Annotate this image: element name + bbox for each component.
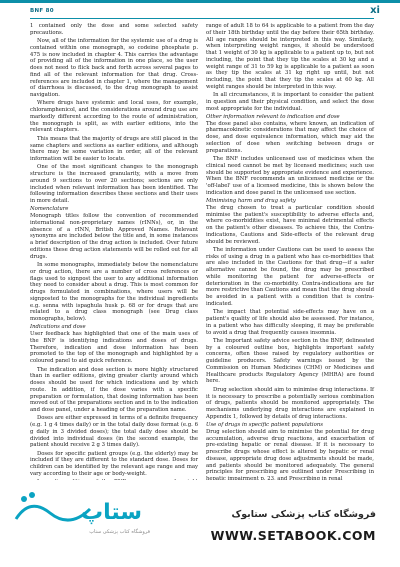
body-paragraph: In some monographs, immediately below the nomenclature or drug action, there are a number of cross references or flags used to signpost the user to any additional information they need to consider about a drug. This is most common for drugs formulated in combinations, where users will be signposted to the monographs for the individual ingredients e.g. senna with ispaghula husk p. 68 or for drugs that are related to a drug class monograph (see Drug class monographs, below).	[30, 262, 198, 323]
header-rule	[30, 18, 374, 19]
logo-subtext: فروشگاه کتاب پزشکی ستاپ	[89, 529, 150, 535]
body-paragraph: Doses are either expressed in terms of a definite frequency (e.g. 1 g 4 times daily) or in the total daily dose format (e.g. 6 g daily in 3 divided doses); the total daily dose should be divided into individual doses (in the second example, the patient should receive 2 g 3 times daily).	[30, 415, 198, 449]
body-paragraph: This means that the majority of drugs are still placed in the same chapters and sections as earlier editions, and although there may be some variation in order, all of the relevant information will be easier to locate.	[30, 135, 198, 163]
body-paragraph: Monograph titles follow the convention of recommended international non-proprietary names (rINNs), or, in the absence of a rINN, British Approved Names. Relevant synonyms are included below the title and, in some instances a brief description of the drug action is included. Over future editions these drug action statements will be rolled out for all drugs.	[30, 213, 198, 260]
body-paragraph: The Important safety advice section in the BNF, delineated by a coloured outline box, highlights important safety concerns, often those raised by regulatory authorities or guideline producers. Safety warnings issued by the Commission on Human Medicines (CHM) or Medicines and Healthcare products Regulatory Agency (MHRA) are found here.	[206, 337, 374, 385]
section-heading: Other information relevant to indication and dose	[206, 113, 340, 120]
logo-text: ستاپ	[81, 500, 142, 525]
body-paragraph: The information under Cautions can be used to assess the risks of using a drug in a patient who has co-morbidities that are also included in the Cautions for that drug—if a safer alternative cannot be found, the drug may be prescribed while monitoring the patient for adverse-effects or deterioration in the co-morbidity. Contra-indications are far more restrictive than Cautions and mean that the drug should be avoided in a patient with a condition that is contra-indicated.	[206, 246, 374, 307]
running-head: BNF 80	[30, 8, 54, 14]
body-paragraph: The BNF includes unlicensed use of medicines when the clinical need cannot be met by licensed medicines; such use should be supported by appropriate evidence and experience. When the BNF recommends an unlicensed medicine or the 'off-label' use of a licensed medicine, this is shown below the indication and dose panel in the unlicensed use section.	[206, 156, 374, 196]
left-text-column	[30, 23, 198, 478]
section-heading: Indications and dose	[30, 324, 86, 331]
body-paragraph: The impact that potential side-effects may have on a patient's quality of life should also be assessed. For instance, in a patient who has difficulty sleeping, it may be preferable to avoid a drug that frequently causes insomnia.	[206, 309, 374, 336]
body-paragraph: The drug chosen to treat a particular condition should minimise the patient's susceptibility to adverse effects and, where co-morbidities exist, have minimal detrimental effects on the patient's other diseases. To achieve this, the Contra-indications, Cautions and Side-effects of the relevant drug should be reviewed.	[206, 204, 374, 245]
section-heading: Minimising harm and drug safety	[206, 198, 296, 205]
body-paragraph: The dose panel also contains, where known, an indication of pharmacokinetic considerations that may affect the choice of dose, and dose equivalence information, which may aid the selection of dose when switching between drugs or preparations.	[206, 120, 374, 154]
body-paragraph: One of the most significant changes to the monograph structure is the increased granularity, with a move from around 9 sections to over 20 sections; sections are only included when relevant information has been identified. The following information describes these sections and their uses in more detail.	[30, 164, 198, 205]
footer-banner	[0, 480, 400, 567]
right-text-column	[206, 23, 374, 478]
body-paragraph: Drug selection should aim to minimise the potential for drug accumulation, adverse drug reactions, and exacerbation of pre-existing hepatic or renal disease. If it is necessary to prescribe drugs whose effect is altered by hepatic or renal disease, appropriate drug dose adjustments should be made, and patients should be monitored adequately. The general principles for prescribing are outlined under Prescribing in	[206, 428, 374, 476]
setabook-logo	[10, 485, 150, 541]
body-paragraph: 1 contained only the dose and some selected safety precautions.	[30, 23, 198, 36]
page-header	[0, 0, 400, 22]
body-paragraph: In all circumstances, it is important to consider the patient in question and their physical condition, and select the dose most appropriate for the individual.	[206, 92, 374, 112]
page-number: xi	[370, 5, 380, 16]
body-paragraph: User feedback has highlighted that one of the main uses of the BNF is identifying indications and doses of drugs. Therefore, indication and dose information has been promoted to the top of the monograph and highlighted by a coloured panel to aid quick reference.	[30, 331, 198, 365]
body-paragraph: Drug selection should aim to minimise drug interactions. If it is necessary to prescribe a potentially serious combination of drugs, patients should be monitored appropriately. The mechanisms underlying drug interactions are explained in Appendix 1, followed by details of drug interactions.	[206, 386, 374, 420]
section-heading: Nomenclature	[30, 206, 69, 213]
logo-wordmark-icon	[10, 485, 150, 529]
body-paragraph: The indication and dose section is more highly structured than in earlier editions, giving greater clarity around which doses should be used for which indications and by which route. In addition, if the dose varies with a specific preparation or formulation, that dosing information has been moved out of the preparations section and in to the indication and dose panel, under a heading of the preparation name.	[30, 366, 198, 413]
body-paragraph: range of adult 18 to 64 is applicable to a patient from the day of their 18th birthday until the day before their 65th birthday. All age ranges should be interpreted in this way. Similarly, when interpreting weight ranges, it should be understood that 1 weight of 30 kg is applicable to a patient up to, but not including, the point that they tip the scales at 30 kg and a weight range of 31 to 59 kg is applicable to a patient as soon as they tip the scales at 31 kg right up until, but not including, the point that they tip the scales at 60 kg. All weight ranges should be interpreted in this way.	[206, 23, 374, 90]
section-heading: Use of drugs in specific patient populations	[206, 422, 323, 429]
header-color-bar	[0, 0, 400, 3]
brand-url[interactable]: WWW.SETABOOK.COM	[210, 528, 376, 543]
body-paragraph: Where drugs have systemic and local uses, for example, chloramphenicol, and the considerations around drug use are markedly different according to the route of administration, the monograph is split, as with earlier editions, into the relevant chapters.	[30, 100, 198, 134]
brand-persian-name: فروشگاه کتاب پزشکی ستابوک	[231, 509, 376, 520]
body-paragraph: Now, all of the information for the systemic use of a drug is contained within one monograph, so codeine phosphate p. 475 is now included in chapter 4. This carries the advantage of providing all of the information in one place, so the user does not need to flick back and forth across several pages to find all of the relevant information for that drug. Cross-references are included in chapter 1, where the management of diarrhoea is discussed, to the drug monograph to assist navigation.	[30, 38, 198, 99]
body-paragraph: Doses for specific patient groups (e.g. the elderly) may be included if they are different to the standard dose. Doses for children can be identified by the relevant age range and may vary according to their age or body-weight.	[30, 450, 198, 477]
